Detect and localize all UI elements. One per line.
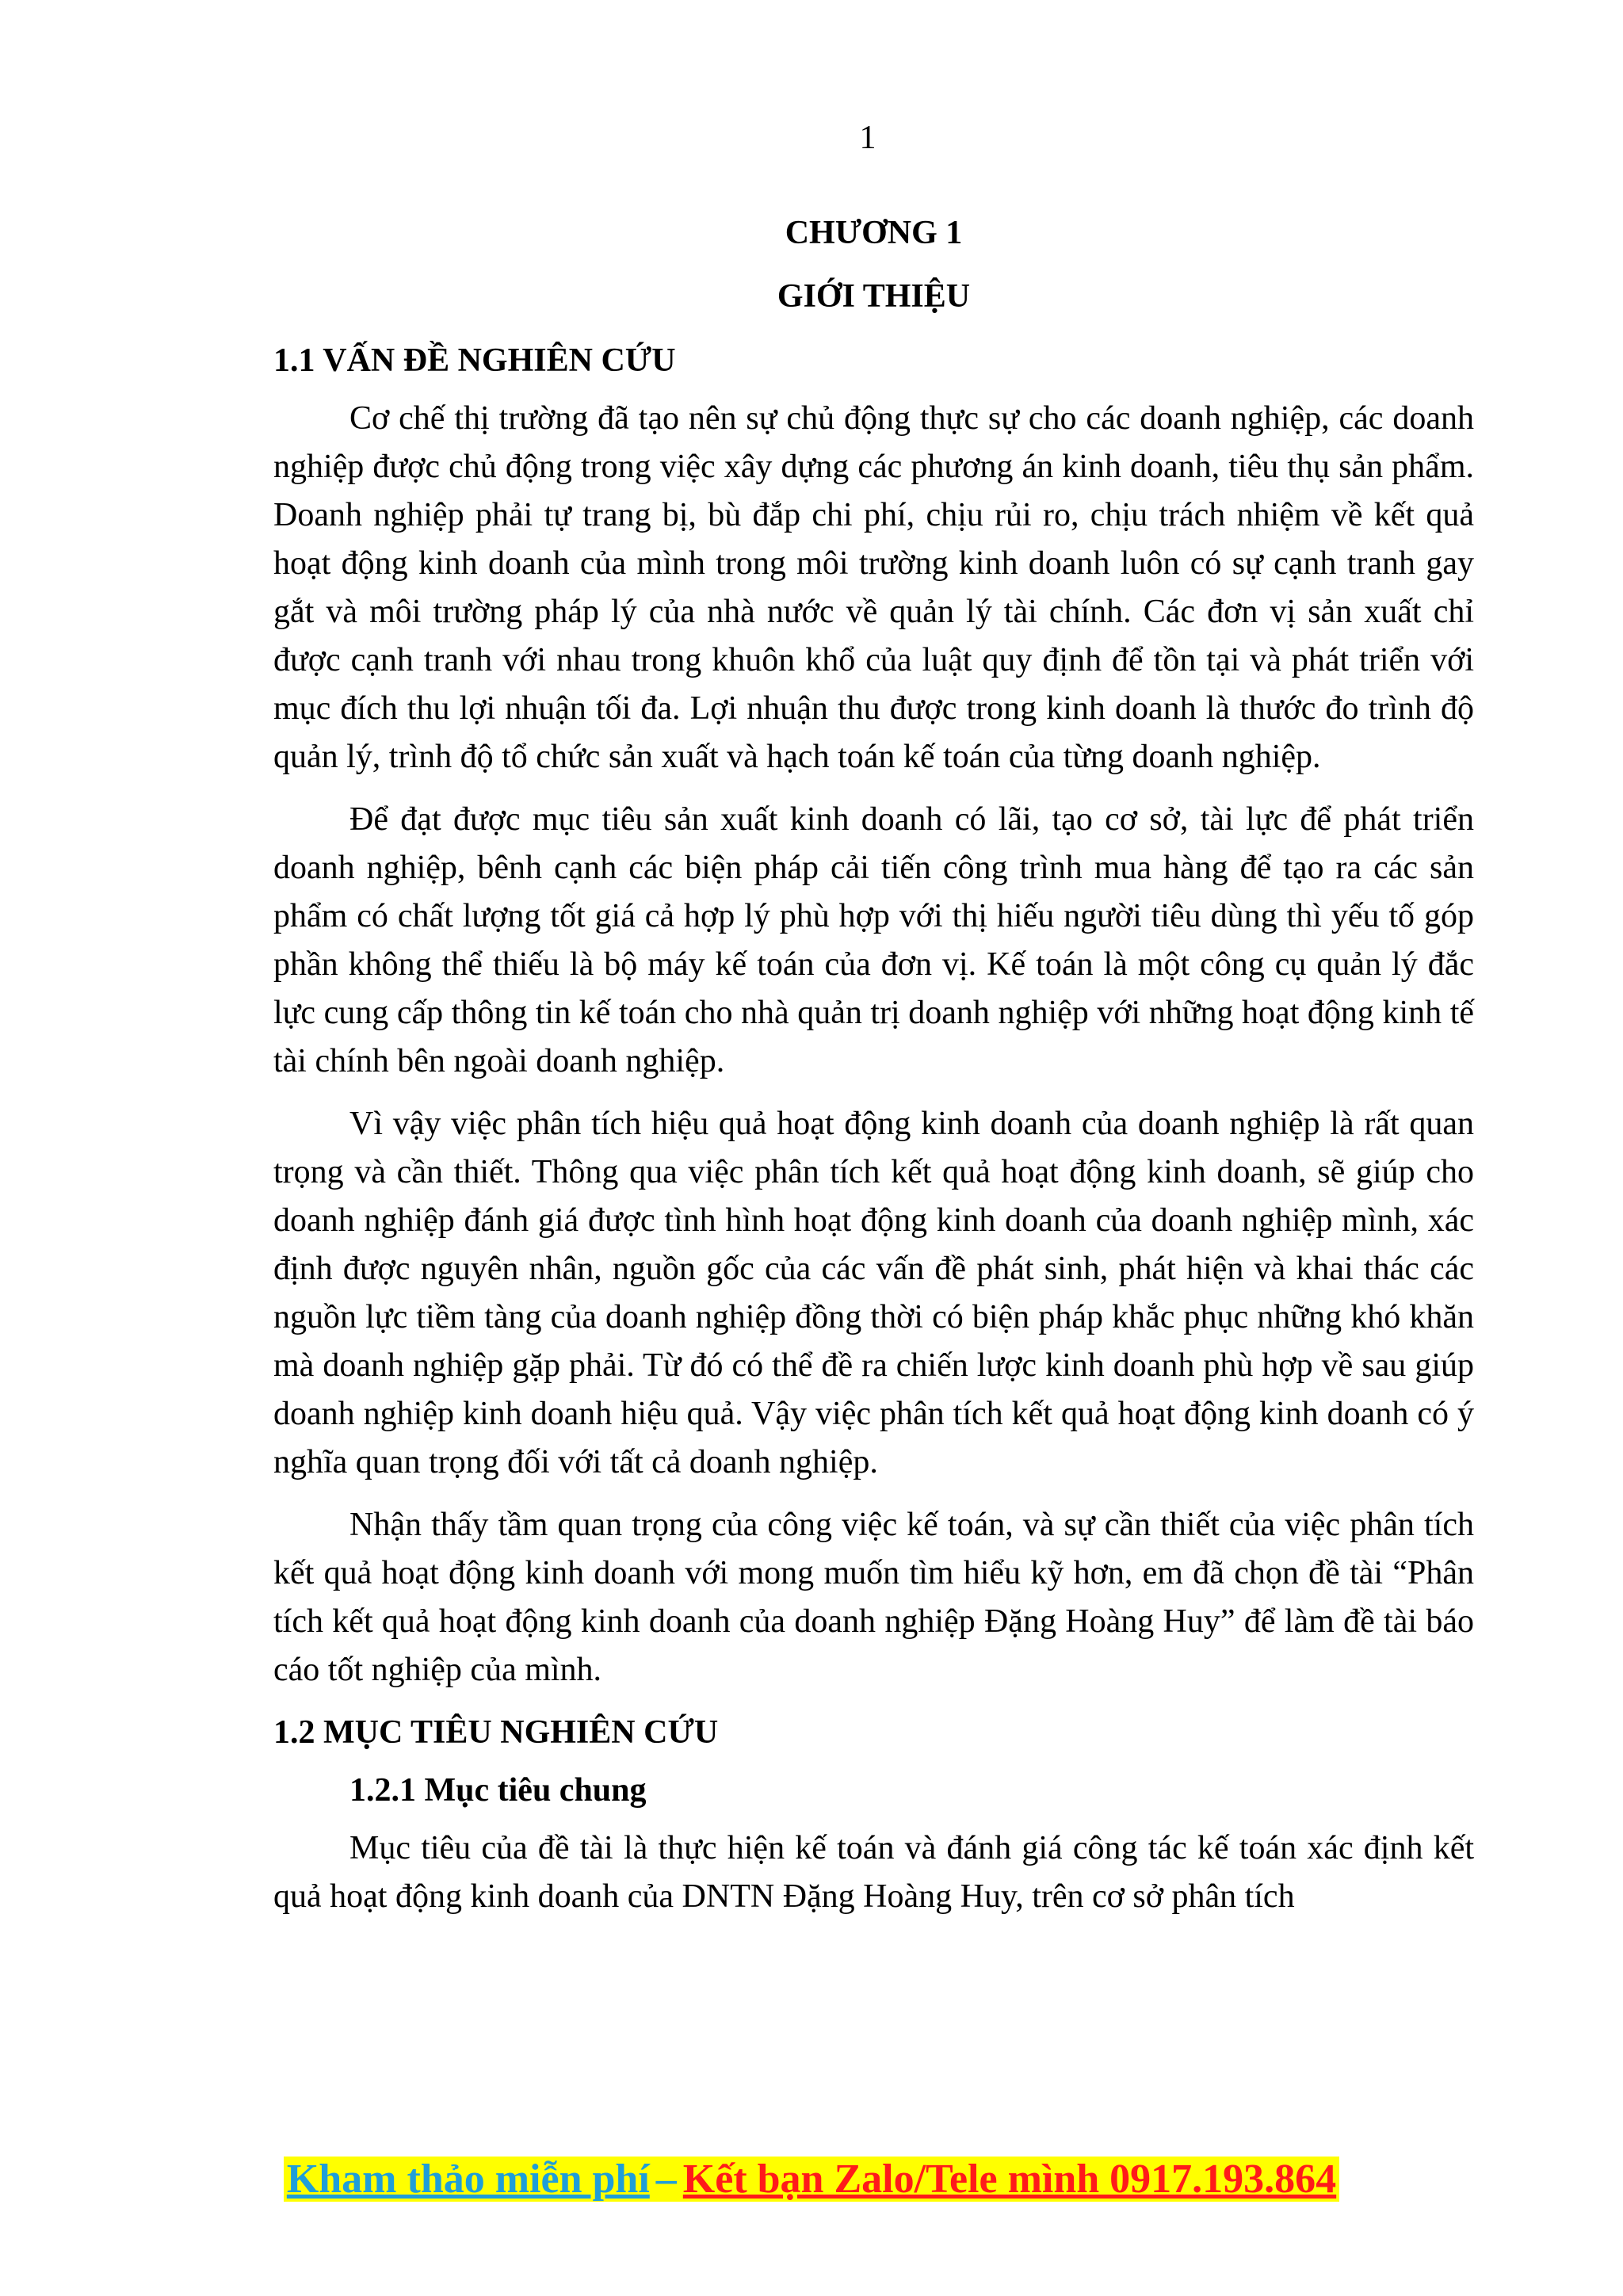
paragraph: Mục tiêu của đề tài là thực hiện kế toán và đánh giá công tác kế toán xác định kết quả hoạt động kinh doanh của DNTN Đặng Hoàng Huy, trên cơ sở phân tích [273,1830,1474,1915]
promo-footer [0,2156,1623,2202]
contact-link[interactable]: Kết bạn Zalo/Tele mình 0917.193.864 [680,2157,1339,2202]
document-body [273,337,1474,1935]
free-reference-link[interactable]: Kham thảo miễn phí [284,2157,653,2202]
paragraph: Nhận thấy tầm quan trọng của công việc kế toán, và sự cần thiết của việc phân tích kết quả hoạt động kinh doanh với mong muốn tìm hiểu kỹ hơn, em đã chọn đề tài “Phân tích kết quả hoạt động kinh doanh của doanh nghiệp Đặng Hoàng Huy” để làm đề tài báo cáo tốt nghiệp của mình. [273,1507,1474,1688]
paragraph: Cơ chế thị trường đã tạo nên sự chủ động thực sự cho các doanh nghiệp, các doanh nghiệp được chủ động trong việc xây dựng các phương án kinh doanh, tiêu thụ sản phẩm. Doanh nghiệp phải tự trang bị, bù đắp chi phí, chịu rủi ro, chịu trách nhiệm về kết quả hoạt động kinh doanh của mình trong môi trường kinh doanh luôn có sự cạnh tranh gay gắt và môi trường pháp lý của nhà nước về quản lý tài chính. Các đơn vị sản xuất chỉ được cạnh tranh với nhau trong khuôn khổ của luật quy định để tồn tại và phát triển với mục đích thu lợi nhuận tối đa. Lợi nhuận thu được trong kinh doanh là thước đo trình độ quản lý, trình độ tổ chức sản xuất và hạch toán kế toán của từng doanh nghiệp. [273,400,1474,775]
chapter-subtitle: GIỚI THIỆU [777,278,971,315]
section-heading-1-1: 1.1 VẤN ĐỀ NGHIÊN CỨU [273,342,676,379]
footer-dash: – [653,2157,680,2202]
paragraph: Để đạt được mục tiêu sản xuất kinh doanh có lãi, tạo cơ sở, tài lực để phát triển doanh nghiệp, bênh cạnh các biện pháp cải tiến công trình mua hàng để tạo ra các sản phẩm có chất lượng tốt giá cả hợp lý phù hợp với thị hiếu người tiêu dùng thì yếu tố góp phần không thể thiếu là bộ máy kế toán của đơn vị. Kế toán là một công cụ quản lý đắc lực cung cấp thông tin kế toán cho nhà quản trị doanh nghiệp với những hoạt động kinh tế tài chính bên ngoài doanh nghiệp. [273,801,1474,1079]
paragraph: Vì vậy việc phân tích hiệu quả hoạt động kinh doanh của doanh nghiệp là rất quan trọng và cần thiết. Thông qua việc phân tích kết quả hoạt động kinh doanh, sẽ giúp cho doanh nghiệp đánh giá được tình hình hoạt động kinh doanh của doanh nghiệp mình, xác định được nguyên nhân, nguồn gốc của các vấn đề phát sinh, phát hiện và khai thác các nguồn lực tiềm tàng của doanh nghiệp đồng thời có biện pháp khắc phục những khó khăn mà doanh nghiệp gặp phải. Từ đó có thể đề ra chiến lược kinh doanh phù hợp về sau giúp doanh nghiệp kinh doanh hiệu quả. Vậy việc phân tích kết quả hoạt động kinh doanh có ý nghĩa quan trọng đối với tất cả doanh nghiệp. [273,1106,1474,1480]
chapter-title: CHƯƠNG 1 [785,215,963,251]
subsection-heading-1-2-1: 1.2.1 Mục tiêu chung [349,1772,647,1809]
page-number: 1 [859,120,876,156]
section-heading-1-2: 1.2 MỤC TIÊU NGHIÊN CỨU [273,1714,719,1751]
